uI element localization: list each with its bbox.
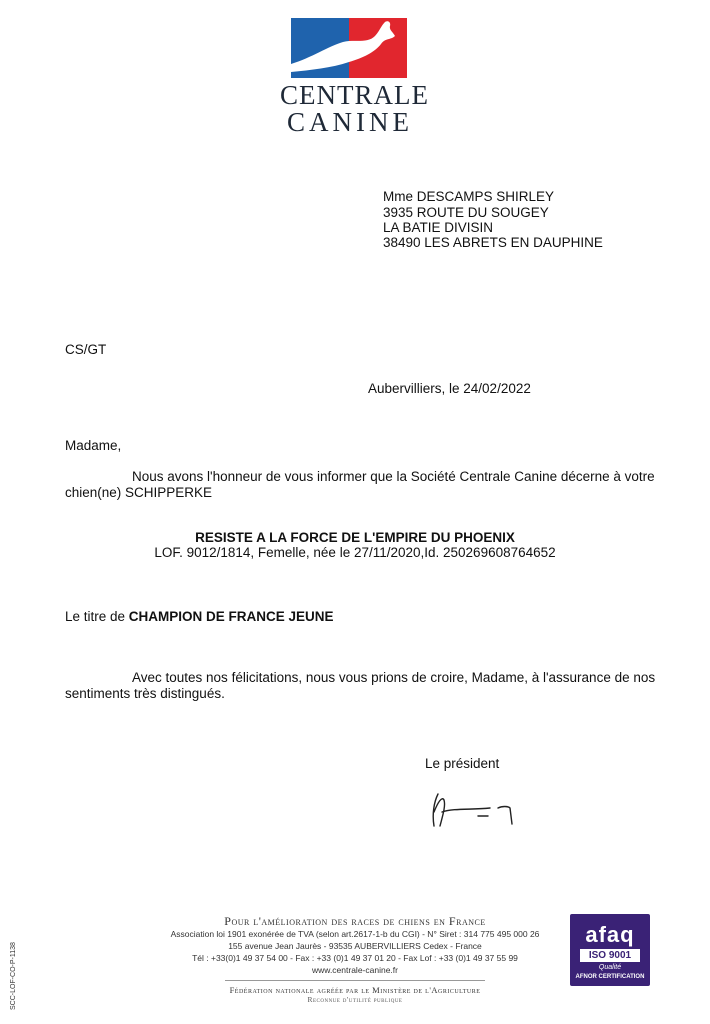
footer-address: 155 avenue Jean Jaurès - 93535 AUBERVILLIERS Cedex - France [228, 941, 482, 951]
footer-legal: Association loi 1901 exonérée de TVA (selon art.2617-1-b du CGI) - N° Siret : 314 775 495 000 26 [170, 929, 540, 939]
signatory: Le président [425, 756, 500, 771]
recipient-locality: LA BATIE DIVISIN [383, 220, 494, 235]
paragraph-1-line-2: chien(ne) SCHIPPERKE [65, 485, 213, 500]
footer-divider [225, 980, 485, 981]
afaq-standard: ISO 9001 [580, 949, 640, 962]
paragraph-1-line-1: Nous avons l'honneur de vous informer que la Société Centrale Canine décerne à votre [132, 469, 655, 484]
reference: CS/GT [65, 342, 107, 357]
salutation: Madame, [65, 438, 122, 453]
footer-motto: Pour l'amélioration des races de chiens en France [224, 914, 486, 928]
form-code: SCC-LOF-CO-P-1138 [10, 942, 17, 1010]
recipient-street: 3935 ROUTE DU SOUGEY [383, 205, 549, 220]
closing-line-1: Avec toutes nos félicitations, nous vous prions de croire, Madame, à l'assurance de nos [132, 670, 656, 685]
footer-website[interactable]: www.centrale-canine.fr [312, 965, 398, 975]
closing-line-2: sentiments très distingués. [65, 686, 225, 701]
footer-federation: Fédération nationale agréée par le Ministère de l'Agriculture [229, 985, 481, 995]
footer-phones: Tél : +33(0)1 49 37 54 00 - Fax : +33 (0)1 49 37 01 20 - Fax Lof : +33 (0)1 49 37 55 99 [192, 953, 518, 963]
afaq-label: Qualité [598, 964, 622, 971]
recipient-name: Mme DESCAMPS SHIRLEY [383, 189, 555, 204]
title-value: CHAMPION DE FRANCE JEUNE [128, 609, 334, 624]
dog-details: LOF. 9012/1814, Femelle, née le 27/11/2020,Id. 250269608764652 [154, 545, 556, 560]
dog-name: RESISTE A LA FORCE DE L'EMPIRE DU PHOENIX [195, 530, 515, 545]
afaq-iso-badge [570, 914, 650, 986]
footer-recognition: Reconnue d'utilité publique [307, 995, 403, 1004]
logo-text-centrale: CENTRALE [280, 80, 429, 110]
afaq-brand: afaq [585, 922, 635, 947]
logo-text-canine: CANINE [287, 107, 413, 137]
afaq-org: AFNOR CERTIFICATION [575, 974, 645, 980]
recipient-city: 38490 LES ABRETS EN DAUPHINE [383, 235, 603, 250]
title-awarded [65, 609, 334, 625]
date-line: Aubervilliers, le 24/02/2022 [368, 381, 531, 396]
signature-icon [428, 788, 518, 832]
title-prefix: Le titre de [65, 609, 129, 624]
centrale-canine-logo-icon [291, 18, 407, 78]
